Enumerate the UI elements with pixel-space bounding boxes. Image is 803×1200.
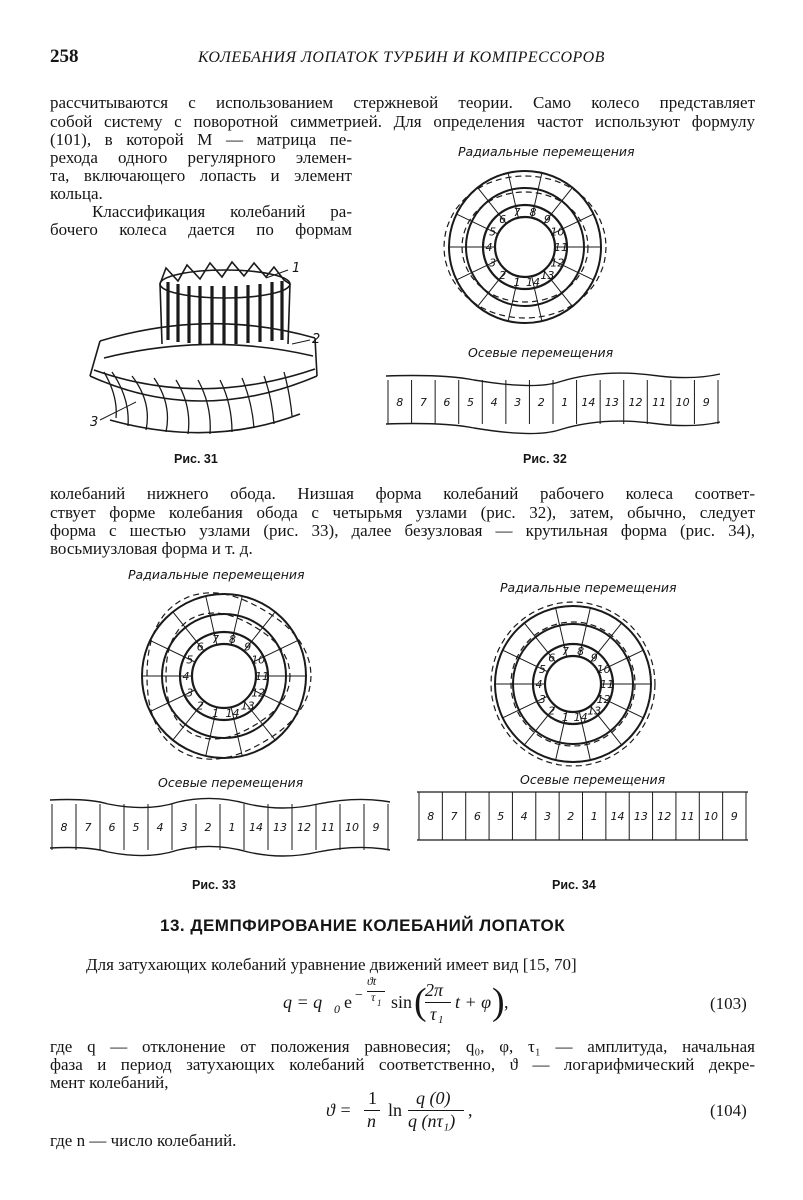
ring-number-5: 5 [538, 663, 546, 677]
eq103-exp-bot-sub: 1 [377, 998, 382, 1008]
eq103-comma: , [504, 992, 509, 1012]
eq104-ln: ln [388, 1100, 403, 1120]
eq103-exp-top: ϑt [367, 974, 377, 988]
strip-cell-1: 1 [561, 396, 569, 409]
ring-number-4: 4 [535, 678, 543, 691]
fig31-label-3: 3 [90, 415, 99, 430]
fig31-impeller-drawing [60, 248, 340, 438]
ring-number-14: 14 [225, 707, 240, 720]
ring-number-11: 11 [255, 670, 269, 683]
ring-number-5: 5 [489, 225, 497, 239]
fig33-radial-diagram [132, 584, 317, 769]
eq103-exp-bot: τ [371, 990, 376, 1004]
para2-line4: восьмиузловая форма и т. д. [50, 539, 253, 558]
strip-cell-14: 14 [610, 810, 625, 823]
eq103-minus: − [355, 988, 363, 1003]
strip-cell-8: 8 [396, 396, 404, 409]
eq103-exp-bar [367, 991, 385, 992]
eq103-rparen: ) [492, 981, 505, 1023]
fig34-strip-cells [419, 792, 746, 840]
para2-line1: колебаний нижнего обода. Низшая форма колебаний рабочего колеса соответ- [50, 484, 755, 503]
ring-number-1: 1 [212, 707, 219, 720]
ring-number-9: 9 [543, 212, 551, 226]
fig33-axial-title: Осевые перемещения [158, 775, 304, 790]
strip-cell-13: 13 [633, 810, 648, 823]
strip-cell-4: 4 [520, 810, 528, 823]
eq103-sub0: 0 [334, 1002, 340, 1016]
strip-cell-11: 11 [652, 396, 667, 409]
eq104-frac2-num: q (0) [416, 1088, 451, 1108]
strip-cell-14: 14 [581, 396, 596, 409]
strip-cell-12: 12 [297, 821, 311, 834]
eq104-number: (104) [710, 1101, 747, 1120]
equation-104 [326, 1088, 486, 1138]
strip-cell-5: 5 [497, 810, 505, 823]
strip-cell-8: 8 [60, 821, 68, 834]
eq103-tail: t + φ [455, 992, 492, 1012]
strip-cell-5: 5 [467, 396, 474, 409]
strip-cell-10: 10 [704, 810, 718, 823]
strip-cell-1: 1 [228, 821, 236, 834]
ring-number-11: 11 [554, 241, 568, 254]
strip-cell-14: 14 [249, 821, 263, 834]
ring-number-7: 7 [561, 644, 569, 658]
para4-line3: мент колебаний, [50, 1073, 169, 1092]
eq103-num: 2π [425, 980, 444, 1000]
strip-cell-3: 3 [514, 396, 522, 409]
ring-number-8: 8 [577, 644, 585, 658]
fig33-axial-strip [48, 792, 393, 862]
fig32-radial-title: Радиальные перемещения [458, 144, 635, 159]
equation-103 [283, 974, 543, 1034]
fig34-radial-title: Радиальные перемещения [500, 580, 677, 595]
ring-number-12: 12 [251, 686, 266, 700]
strip-cell-2: 2 [204, 821, 212, 834]
strip-cell-7: 7 [450, 810, 458, 823]
ring-number-10: 10 [550, 225, 565, 239]
strip-cell-8: 8 [427, 810, 435, 823]
fig32-radial-diagram [438, 160, 613, 335]
ring-number-6: 6 [196, 640, 204, 654]
fig33-strip-cells [52, 804, 388, 850]
strip-cell-7: 7 [419, 396, 427, 409]
eq103-e: e [344, 992, 352, 1012]
strip-cell-9: 9 [730, 810, 738, 823]
ring-number-3: 3 [489, 256, 497, 270]
ring-number-9: 9 [244, 640, 252, 654]
strip-cell-6: 6 [443, 396, 451, 409]
strip-cell-6: 6 [473, 810, 481, 823]
eq103-den: τ [430, 1004, 437, 1024]
eq104-frac1-den: n [367, 1111, 376, 1131]
para1-line6: кольца. [50, 184, 103, 203]
eq104-comma: , [468, 1100, 473, 1120]
eq103-lparen: ( [414, 981, 427, 1023]
ring-number-4: 4 [485, 241, 493, 254]
fig32-strip-cells [388, 380, 718, 424]
fig32-axial-strip [384, 366, 724, 436]
ring-number-3: 3 [538, 692, 546, 706]
eq103-den-sub: 1 [438, 1014, 444, 1026]
strip-cell-7: 7 [84, 821, 92, 834]
ring-number-13: 13 [540, 269, 555, 283]
strip-cell-11: 11 [321, 821, 335, 834]
ring-number-6: 6 [548, 651, 556, 665]
para4-line1: где q — отклонение от положения равновесия; q₀, φ, τ₁ — амплитуда, начальная [50, 1037, 755, 1056]
strip-cell-4: 4 [490, 396, 498, 409]
strip-cell-2: 2 [567, 810, 575, 823]
fig31-label-2: 2 [312, 332, 321, 347]
ring-number-7: 7 [212, 633, 219, 646]
para1-line5: та, включающего лопасть и элемент [50, 166, 352, 185]
ring-number-7: 7 [513, 205, 521, 219]
para2-line2: ствует форме колебания обода с четырьмя узлами (рис. 32), затем, обычно, следует [50, 503, 755, 522]
para4-line2: фаза и период затухающих колебаний соответственно, ϑ — логарифмический декре- [50, 1055, 755, 1074]
ring-number-1: 1 [513, 276, 521, 290]
ring-number-8: 8 [529, 205, 537, 219]
strip-cell-10: 10 [675, 396, 690, 409]
strip-cell-2: 2 [537, 396, 545, 409]
strip-cell-4: 4 [156, 821, 164, 834]
strip-cell-9: 9 [702, 396, 710, 409]
fig31-caption: Рис. 31 [174, 452, 218, 466]
fig32-caption: Рис. 32 [523, 452, 567, 466]
para1-line8: бочего колеса дается по формам [50, 220, 352, 239]
ring-number-13: 13 [587, 704, 602, 718]
fig34-caption: Рис. 34 [552, 878, 596, 892]
strip-cell-5: 5 [132, 821, 140, 834]
ring-number-6: 6 [499, 212, 507, 226]
ring-number-2: 2 [548, 704, 556, 718]
ring-number-2: 2 [499, 269, 507, 283]
strip-cell-13: 13 [604, 396, 619, 409]
strip-cell-10: 10 [345, 821, 359, 834]
fig31-label-1: 1 [292, 261, 301, 276]
para5-line1: где n — число колебаний. [50, 1131, 237, 1150]
ring-number-12: 12 [550, 256, 565, 270]
eq104-frac1-num: 1 [368, 1088, 377, 1108]
fig34-axial-title: Осевые перемещения [520, 772, 666, 787]
para1-line4: рехода одного регулярного элемен- [50, 148, 352, 167]
strip-cell-12: 12 [628, 396, 643, 409]
ring-number-3: 3 [186, 686, 194, 700]
fig33-caption: Рис. 33 [192, 878, 236, 892]
section-title: 13. ДЕМПФИРОВАНИЕ КОЛЕБАНИЙ ЛОПАТОК [160, 916, 566, 935]
para1-line2: собой систему с поворотной симметрией. Для определения частот используют формулу [50, 112, 755, 131]
eq104-frac2-den: q (nτ₁) [408, 1111, 456, 1131]
eq103-frac-bar [425, 1002, 451, 1003]
eq104-lhs: ϑ = [326, 1100, 352, 1120]
fig33-radial-title: Радиальные перемещения [128, 567, 305, 582]
strip-cell-13: 13 [273, 821, 287, 834]
ring-number-13: 13 [240, 699, 255, 713]
strip-cell-6: 6 [108, 821, 116, 834]
running-title: КОЛЕБАНИЯ ЛОПАТОК ТУРБИН И КОМПРЕССОРОВ [198, 49, 605, 66]
ring-number-10: 10 [251, 653, 266, 667]
ring-number-10: 10 [596, 663, 611, 677]
ring-number-4: 4 [182, 670, 190, 683]
ring-number-2: 2 [196, 699, 204, 713]
fig34-axial-strip [415, 788, 750, 848]
ring-number-12: 12 [596, 692, 611, 706]
fig34-radial-diagram [485, 596, 665, 776]
para3-line1: Для затухающих колебаний уравнение движений имеет вид [15, 70] [86, 955, 577, 974]
ring-number-1: 1 [561, 711, 569, 725]
page-number: 258 [50, 46, 79, 67]
para1-line1: рассчитываются с использованием стержневой теории. Само колесо представляет [50, 93, 755, 112]
strip-cell-9: 9 [372, 821, 380, 834]
strip-cell-11: 11 [680, 810, 695, 823]
para2-line3: форма с шестью узлами (рис. 33), далее безузловая — крутильная форма (рис. 34), [50, 521, 755, 540]
para1-line7: Классификация колебаний ра- [92, 202, 352, 221]
strip-cell-3: 3 [180, 821, 188, 834]
fig32-axial-title: Осевые перемещения [468, 345, 614, 360]
eq103-number: (103) [710, 994, 747, 1013]
strip-cell-12: 12 [657, 810, 672, 823]
ring-number-14: 14 [526, 276, 540, 290]
strip-cell-3: 3 [544, 810, 551, 823]
ring-number-8: 8 [229, 633, 236, 646]
ring-number-5: 5 [186, 653, 194, 667]
ring-number-14: 14 [573, 711, 588, 725]
strip-cell-1: 1 [590, 810, 598, 823]
eq103-sin: sin [391, 992, 413, 1012]
eq103-lhs: q = q [283, 992, 323, 1012]
para1-line3: (101), в которой М — матрица пе- [50, 130, 352, 149]
ring-number-11: 11 [600, 678, 614, 691]
ring-number-9: 9 [590, 651, 598, 665]
